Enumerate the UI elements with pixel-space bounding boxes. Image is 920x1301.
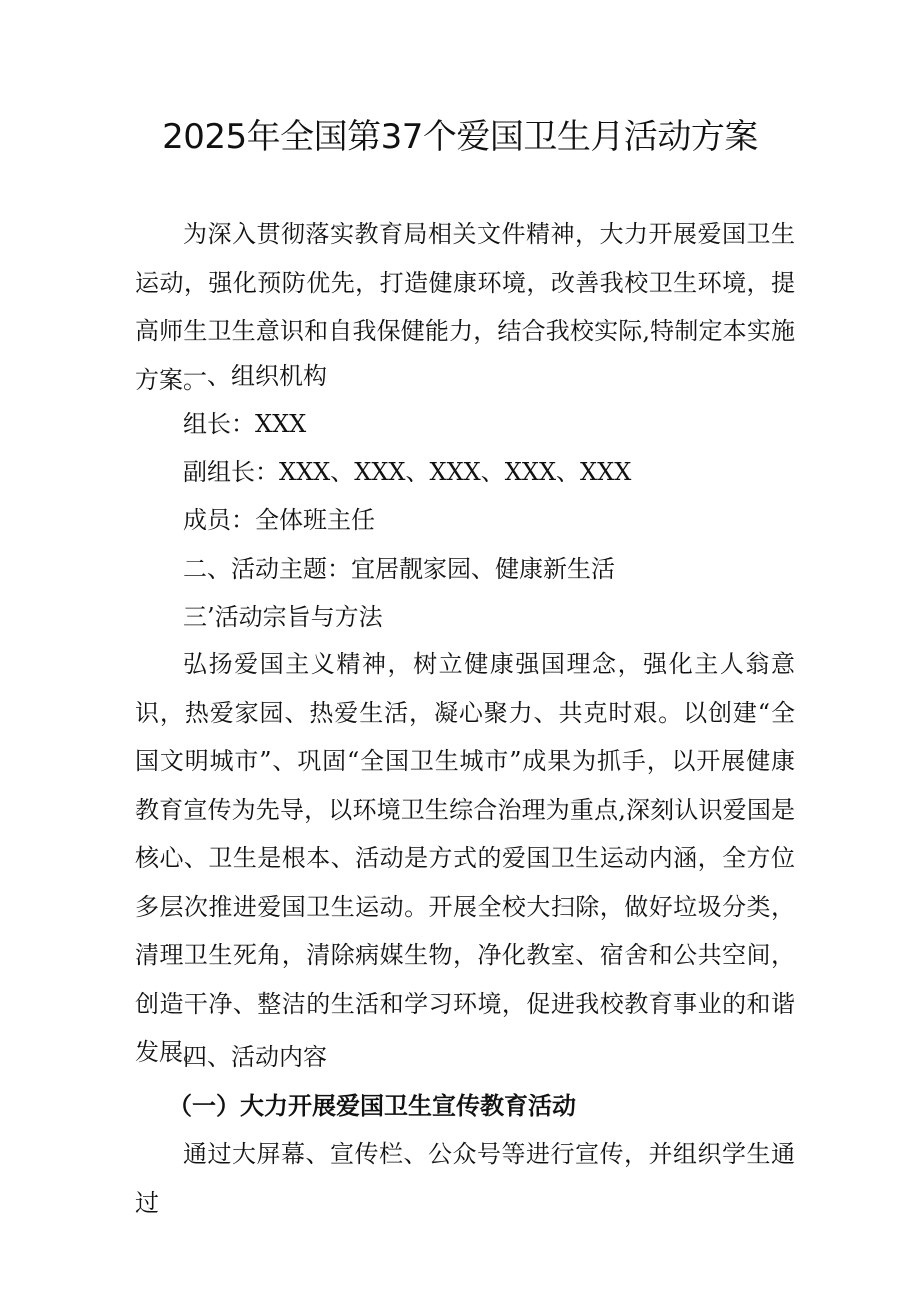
document-title: 2025年全国第37个爱国卫生月活动方案 <box>162 117 758 157</box>
deputy-leaders-line: 副组长：XXX、XXX、XXX、XXX、XXX <box>183 458 632 486</box>
section-heading-theme: 二、活动主题：宜居靓家园、健康新生活 <box>183 555 615 583</box>
section-heading-organization: 一、组织机构 <box>183 362 327 390</box>
intro-paragraph: 为深入贯彻落实教育局相关文件精神，大力开展爱国卫生运动，强化预防优先，打造健康环境，改善我校卫生环境，提高师生卫生意识和自我保健能力，结合我校实际,特制定本实施方案。 <box>135 220 795 394</box>
purpose-paragraph: 弘扬爱国主义精神，树立健康强国理念，强化主人翁意识，热爱家园、热爱生活，凝心聚力、共克时艰。以创建“全国文明城市”、巩固“全国卫生城市”成果为抓手，以开展健康教育宣传为先导，以环境卫生综合治理为重点,深刻认识爱国是核心、卫生是根本、活动是方式的爱国卫生运动内涵，全方位多层次推进爱国卫生运动。开展全校大扫除，做好垃圾分类，清理卫生死角，清除病媒生物，净化教室、宿舍和公共空间，创造干净、整洁的生活和学习环境，促进我校教育事业的和谐发展。 <box>135 650 795 1066</box>
section-heading-purpose: 三’活动宗旨与方法 <box>183 603 383 631</box>
members-line: 成员：全体班主任 <box>183 506 375 534</box>
section-heading-content: 四、活动内容 <box>183 1043 327 1071</box>
subsection-heading-publicity: （一）大力开展爱国卫生宣传教育活动 <box>168 1092 576 1120</box>
publicity-paragraph: 通过大屏幕、宣传栏、公众号等进行宣传，并组织学生通过 <box>135 1140 795 1217</box>
leader-line: 组长：XXX <box>183 410 307 438</box>
